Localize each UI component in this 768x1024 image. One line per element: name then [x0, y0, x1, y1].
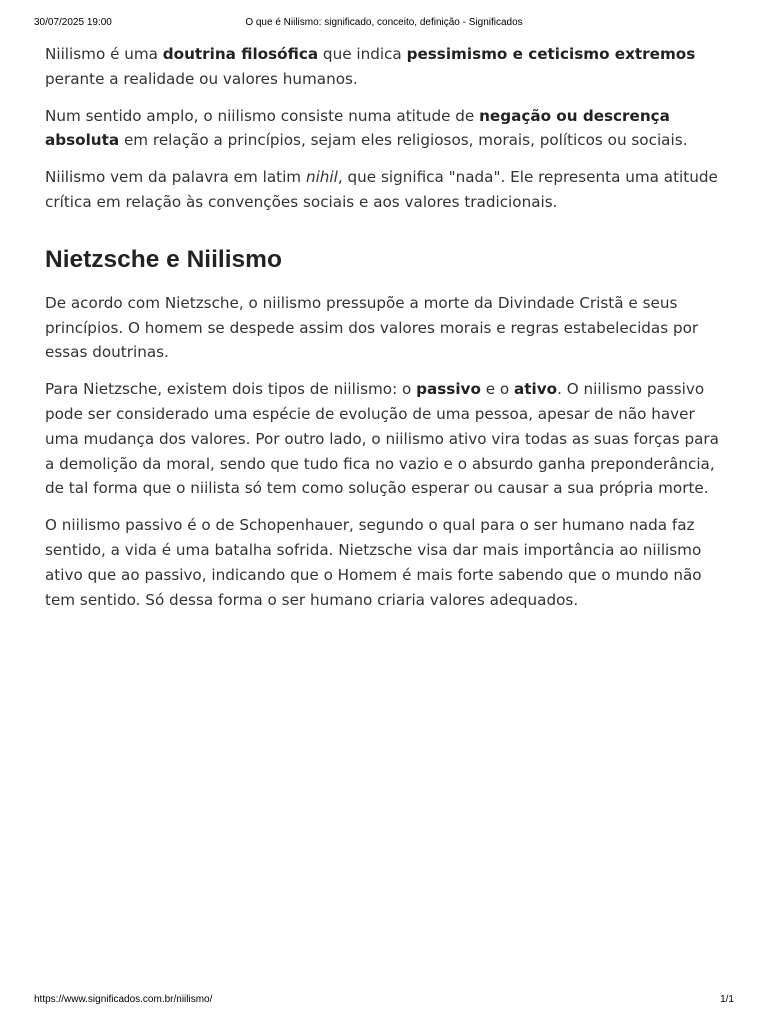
bold-negacao: negação ou descrença absoluta [45, 106, 670, 150]
paragraph-definition: Niilismo é uma doutrina filosófica que indica pessimismo e ceticismo extremos perante a realidade ou valores humanos. [45, 45, 696, 88]
paragraph-nietzsche-intro: De acordo com Nietzsche, o niilismo pressupõe a morte da Divindade Cristã e seus princípios. O homem se despede assim dos valores morais e regras estabelecidas por essas doutrinas. [45, 293, 699, 362]
section-heading: Nietzsche e Niilismo [45, 245, 282, 273]
paragraph-schopenhauer: O niilismo passivo é o de Schopenhauer, segundo o qual para o ser humano nada faz sentido, a vida é uma batalha sofrida. Nietzsche visa dar mais importância ao niilismo ativo que ao passivo, indicando que o Homem é mais forte sabendo que o mundo não tem sentido. Só dessa forma o ser humano criaria valores adequados. [45, 516, 702, 609]
paragraph-etymology: Niilismo vem da palavra em latim nihil, que significa "nada". Ele representa uma atitude crítica em relação às convenções sociais e aos valores tradicionais. [45, 168, 718, 211]
bold-passivo: passivo [416, 380, 481, 399]
paragraph-broad-sense: Num sentido amplo, o niilismo consiste numa atitude de negação ou descrença absoluta em relação a princípios, sejam eles religiosos, morais, políticos ou sociais. [45, 106, 688, 150]
bold-doutrina: doutrina filosófica [162, 45, 319, 63]
article-body [45, 42, 730, 624]
print-url: https://www.significados.com.br/niilismo/ [34, 994, 213, 1005]
print-page-title: O que é Niilismo: significado, conceito, definição - Significados [245, 17, 523, 28]
print-date: 30/07/2025 19:00 [34, 17, 112, 28]
italic-nihil: nihil [305, 168, 338, 187]
paragraph-types: Para Nietzsche, existem dois tipos de niilismo: o passivo e o ativo. O niilismo passivo pode ser considerado uma espécie de evolução de uma pessoa, apesar de não haver uma mudança dos valores. Por outro lado, o niilismo ativo vira todas as suas forças para a demolição da moral, sendo que tudo fica no vazio e o absurdo ganha preponderância, de tal forma que o niilista só tem como solução esperar ou causar a sua própria morte. [45, 380, 719, 498]
print-page-number: 1/1 [720, 994, 734, 1005]
bold-ativo: ativo [514, 380, 558, 399]
bold-pessimismo: pessimismo e ceticismo extremos [406, 45, 696, 63]
